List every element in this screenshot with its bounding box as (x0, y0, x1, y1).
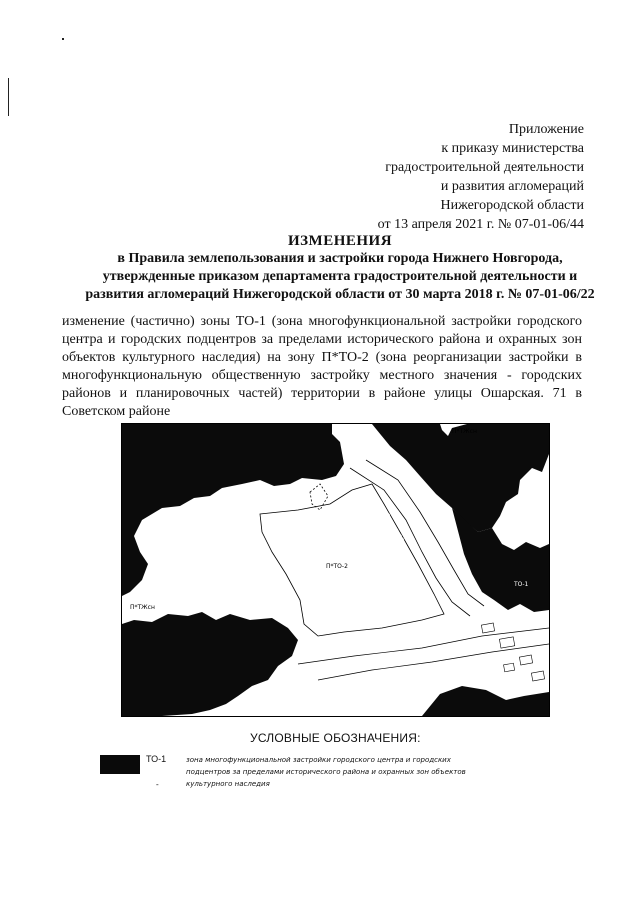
appendix-line: градостроительной деятельности (385, 160, 584, 175)
map-zone-to1 (452, 508, 549, 612)
map-graphic (122, 424, 549, 716)
scan-artifact-dot (62, 38, 64, 40)
appendix-block (378, 120, 584, 234)
change-description: изменение (частично) зоны ТО-1 (зона многофункциональной застройки городского центра и городских подцентров за пределами исторического района и охранных зон объектов культурного наследия) на зону П*ТО-2 (зона реорганизации застройки в многофункциональную общественную застройку местного значения - городских районов и планировочных частей) территории в районе улицы Ошарская. 71 в Советском районе (62, 314, 582, 419)
map-label-center: П*ТО-2 (326, 563, 348, 570)
legend-tick: - (156, 780, 159, 789)
map-zone-dark-lower-left (122, 612, 298, 716)
title-line: в Правила землепользования и застройки города Нижнего Новгорода, (117, 251, 563, 266)
map-label-top-right: П*ТЖсн (452, 428, 477, 435)
appendix-line: и развития агломераций (440, 179, 584, 194)
title-line: развития агломераций Нижегородской области от 30 марта 2018 г. № 07-01-06/22 (85, 287, 595, 302)
map-label-street: ул.Ошарская (378, 504, 406, 543)
map-label-right: ТО-1 (514, 581, 529, 588)
map-label-left: П*ТЖсн (130, 604, 155, 611)
map-zone-dark-left (122, 424, 344, 596)
title-heading: ИЗМЕНЕНИЯ (287, 233, 393, 249)
appendix-line: к приказу министерства (441, 141, 584, 156)
legend-description: зона многофункциональной застройки городского центра и городских подцентров за пределами исторического района и охранных зон объектов культурного наследия (186, 756, 466, 788)
appendix-line: Нижегородской области (440, 198, 584, 213)
legend-code: ТО-1 (146, 754, 167, 764)
title-line: утвержденные приказом департамента градостроительной деятельности и (102, 269, 578, 284)
zoning-map (121, 423, 550, 717)
scan-artifact-line (8, 78, 9, 116)
document-title (40, 232, 640, 304)
legend-heading: УСЛОВНЫЕ ОБОЗНАЧЕНИЯ: (250, 731, 421, 745)
appendix-line: Приложение (508, 122, 584, 137)
map-zone-dark-top-right (372, 424, 549, 532)
appendix-line: от 13 апреля 2021 г. № 07-01-06/44 (377, 217, 584, 232)
legend-swatch (100, 755, 140, 774)
map-zone-dark-bottom-right (422, 686, 549, 716)
